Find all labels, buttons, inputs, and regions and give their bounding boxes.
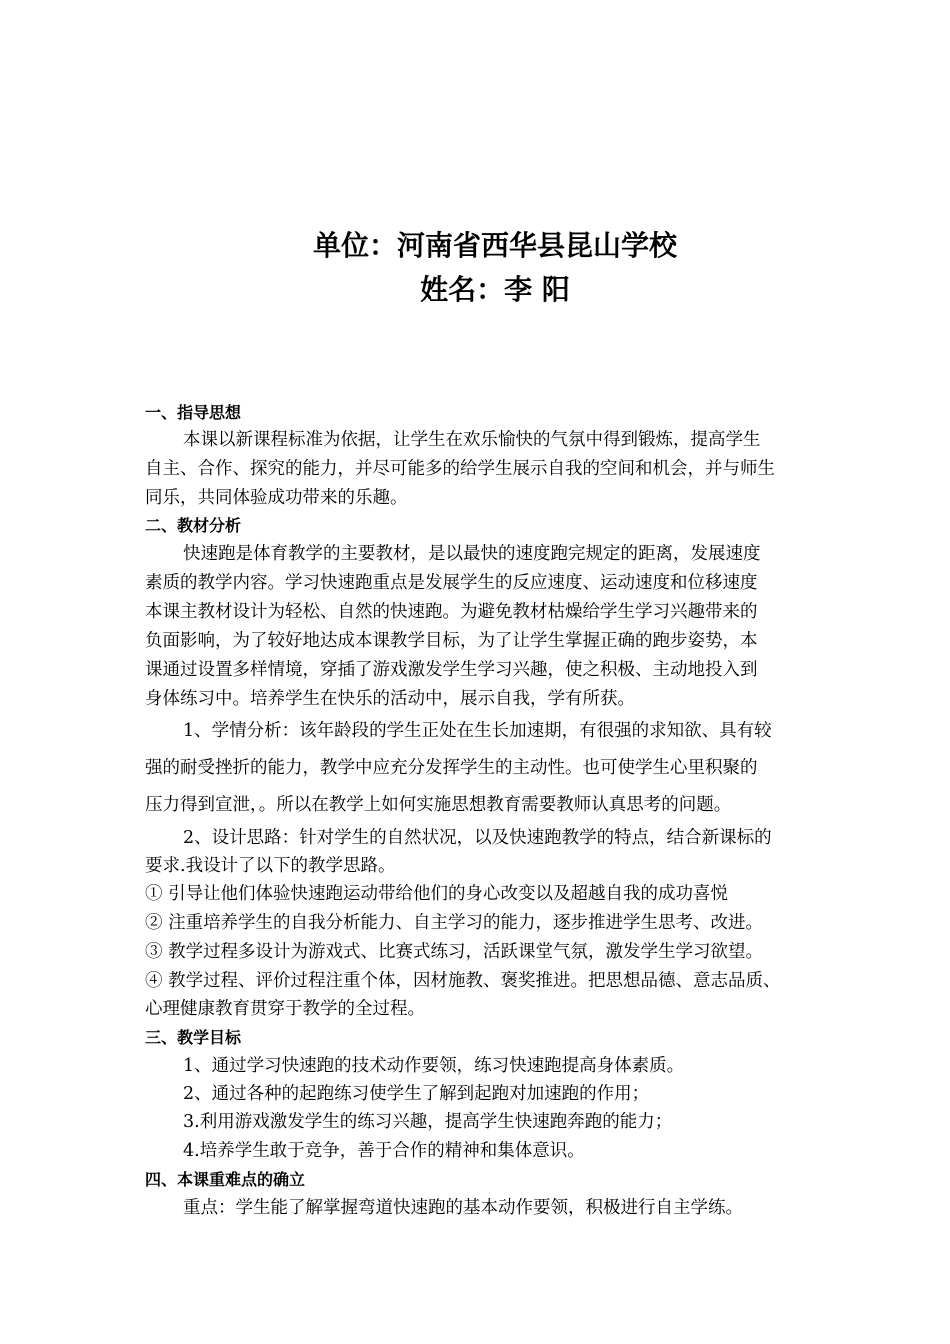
paragraph-line: 快速跑是体育教学的主要教材，是以最快的速度跑完规定的距离，发展速度 <box>183 544 761 564</box>
paragraph-line: 1、学情分析：该年龄段的学生正处在生长加速期，有很强的求知欲、具有较 <box>183 721 772 741</box>
paragraph-line: 素质的教学内容。学习快速跑重点是发展学生的反应速度、运动速度和位移速度 <box>145 573 758 593</box>
paragraph-line: 负面影响，为了较好地达成本课教学目标，为了让学生掌握正确的跑步姿势，本 <box>145 631 758 651</box>
paragraph-line: 本课以新课程标准为依据，让学生在欢乐愉快的气氛中得到锻炼，提高学生 <box>183 430 761 450</box>
paragraph-line: 自主、合作、探究的能力，并尽可能多的给学生展示自我的空间和机会，并与师生 <box>145 459 775 479</box>
list-item: 4.培养学生敢于竞争，善于合作的精神和集体意识。 <box>183 1141 585 1161</box>
list-item: ③ 教学过程多设计为游戏式、比赛式练习，活跃课堂气氛，激发学生学习欲望。 <box>145 942 764 962</box>
paragraph-line: 强的耐受挫折的能力，教学中应充分发挥学生的主动性。也可使学生心里积聚的 <box>145 758 758 778</box>
list-item: ② 注重培养学生的自我分析能力、自主学习的能力，逐步推进学生思考、改进。 <box>145 913 764 933</box>
section-heading-guiding-thought: 一、指导思想 <box>145 403 242 422</box>
list-item: ① 引导让他们体验快速跑运动带给他们的身心改变以及超越自我的成功喜悦 <box>145 884 729 904</box>
paragraph-line: 身体练习中。培养学生在快乐的活动中，展示自我，学有所获。 <box>145 689 635 709</box>
unit-title: 单位：河南省西华县昆山学校 <box>312 229 677 262</box>
paragraph-line: 重点：学生能了解掌握弯道快速跑的基本动作要领，积极进行自主学练。 <box>183 1198 743 1218</box>
paragraph-line: 课通过设置多样情境，穿插了游戏激发学生学习兴趣，使之积极、主动地投入到 <box>145 660 758 680</box>
list-item: 3.利用游戏激发学生的练习兴趣，提高学生快速跑奔跑的能力； <box>183 1112 673 1132</box>
paragraph-line: 心理健康教育贯穿于教学的全过程。 <box>145 999 425 1019</box>
paragraph-line: 压力得到宣泄，。所以在教学上如何实施思想教育需要教师认真思考的问题。 <box>145 795 732 815</box>
list-item: 1、通过学习快速跑的技术动作要领，练习快速跑提高身体素质。 <box>183 1056 685 1076</box>
section-heading-teaching-goals: 三、教学目标 <box>145 1028 242 1047</box>
section-heading-key-points: 四、本课重难点的确立 <box>145 1170 306 1189</box>
paragraph-line: 本课主教材设计为轻松、自然的快速跑。为避免教材枯燥给学生学习兴趣带来的 <box>145 602 758 622</box>
paragraph-line: 2、设计思路：针对学生的自然状况，以及快速跑教学的特点，结合新课标的 <box>183 828 772 848</box>
list-item: 2、通过各种的起跑练习使学生了解到起跑对加速跑的作用； <box>183 1084 650 1104</box>
list-item: ④ 教学过程、评价过程注重个体，因材施教、褒奖推进。把思想品德、意志品质、 <box>145 971 781 991</box>
author-name: 姓名：李 阳 <box>420 273 570 306</box>
paragraph-line: 要求.我设计了以下的教学思路。 <box>145 856 396 876</box>
paragraph-line: 同乐，共同体验成功带来的乐趣。 <box>145 488 408 508</box>
section-heading-material-analysis: 二、教材分析 <box>145 516 242 535</box>
